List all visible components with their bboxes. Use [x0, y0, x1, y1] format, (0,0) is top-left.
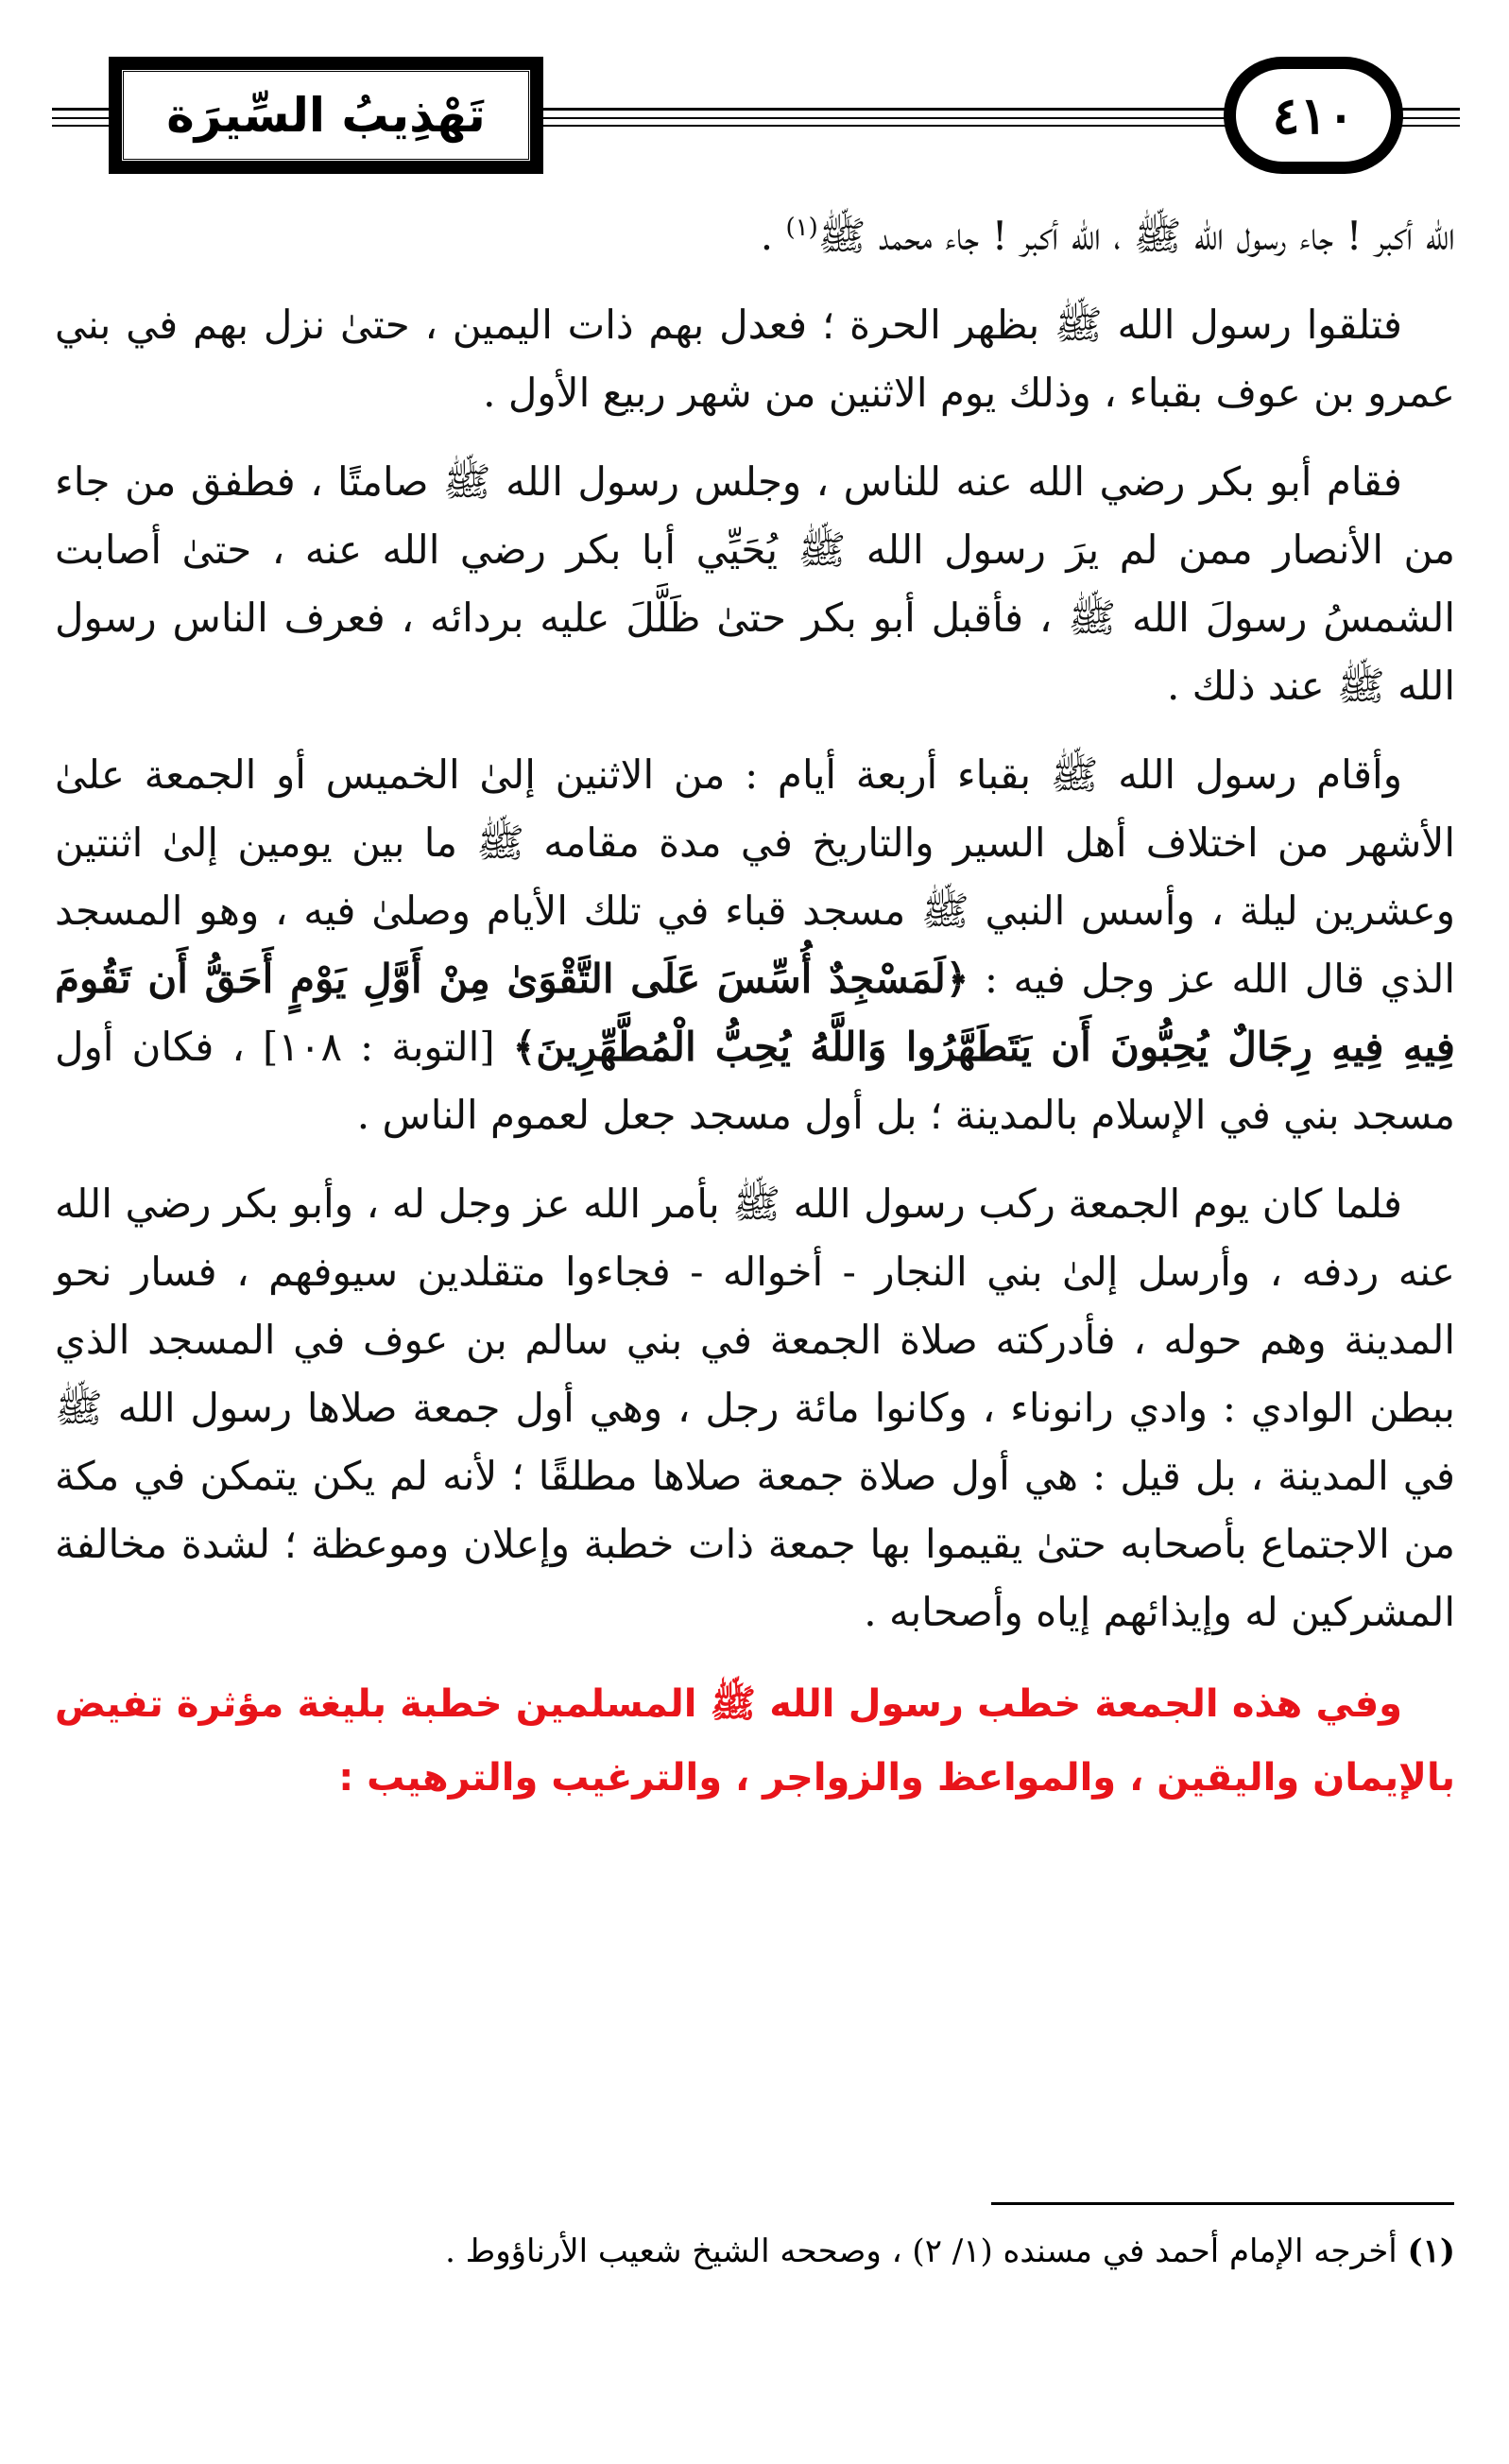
paragraph-text: الله أكبر ! جاء رسول الله ﷺ ، الله أكبر ! جاء محمد ﷺ [817, 213, 1455, 259]
page-header [52, 47, 1460, 189]
footnote-text: أخرجه الإمام أحمد في مسنده (١/ ٢) ، وصححه الشيخ شعيب الأرناؤوط . [445, 2232, 1408, 2270]
main-text [55, 194, 1455, 1835]
footnote [55, 2223, 1455, 2280]
book-title-cartouche [109, 57, 543, 174]
book-title: تَهْذِيبُ السِّيرَة [121, 69, 531, 162]
footnote-marker: (١) [1407, 2232, 1455, 2270]
quran-verse: ﴿لَمَسْجِدٌ أُسِّسَ عَلَى التَّقْوَىٰ مِنْ أَوَّلِ يَوْمٍ أَحَقُّ أَن تَقُومَ فِيهِ فِيهِ رِجَالٌ يُحِبُّونَ أَن يَتَطَهَّرُوا وَاللَّهُ يُحِبُّ الْمُطَّهِّرِينَ﴾ [55, 956, 1455, 1070]
paragraph-4 [55, 741, 1455, 1149]
paragraph-3: فقام أبو بكر رضي الله عنه للناس ، وجلس رسول الله ﷺ صامتًا ، فطفق من جاء من الأنصار ممن لم يرَ رسول الله ﷺ يُحَيِّي أبا بكر رضي الله عنه ، حتىٰ أصابت الشمسُ رسولَ الله ﷺ ، فأقبل أبو بكر حتىٰ ظَلَّلَ عليه بردائه ، فعرف الناس رسول الله ﷺ عند ذلك . [55, 458, 1455, 709]
page-number: ٤١٠ [1233, 66, 1394, 164]
paragraph-end: . [760, 213, 786, 259]
page-number-badge [1224, 57, 1403, 174]
paragraph-2: فتلقوا رسول الله ﷺ بظهر الحرة ؛ فعدل بهم ذات اليمين ، حتىٰ نزل بهم في بني عمرو بن عوف بقباء ، وذلك يوم الاثنين من شهر ربيع الأول . [55, 302, 1455, 416]
paragraph-5: فلما كان يوم الجمعة ركب رسول الله ﷺ بأمر الله عز وجل له ، وأبو بكر رضي الله عنه ردفه ، وأرسل إلىٰ بني النجار - أخواله - فجاءوا متقلدين سيوفهم ، فسار نحو المدينة وهم حوله ، فأدركته صلاة الجمعة في بني سالم بن عوف في المسجد الذي ببطن الوادي : وادي رانوناء ، وكانوا مائة رجل ، وهي أول جمعة صلاها رسول الله ﷺ في المدينة ، بل قيل : هي أول صلاة جمعة صلاها مطلقًا ؛ لأنه لم يكن يتمكن في مكة من الاجتماع بأصحابه حتىٰ يقيموا بها جمعة ذات خطبة وإعلان وموعظة ؛ لشدة مخالفة المشركين له وإيذائهم إياه وأصحابه . [55, 1180, 1455, 1635]
paragraph-text: وأقام رسول الله ﷺ بقباء أربعة أيام : من الاثنين إلىٰ الخميس أو الجمعة علىٰ الأشهر من اختلاف أهل السير والتاريخ في مدة مقامه ﷺ ما بين يومين إلىٰ اثنتين وعشرين ليلة ، وأسس النبي ﷺ مسجد قباء في تلك الأيام وصلىٰ فيه ، وهو المسجد الذي قال الله عز وجل فيه : [55, 751, 1455, 1002]
footnote-reference[interactable]: (١) [785, 214, 818, 242]
paragraph-text: [التوبة : ١٠٨] ، فكان أول مسجد بني في الإسلام بالمدينة ؛ بل أول مسجد جعل لعموم الناس . [55, 1024, 1455, 1138]
paragraph-1 [55, 194, 1455, 270]
highlighted-paragraph: وفي هذه الجمعة خطب رسول الله ﷺ المسلمين خطبة بليغة مؤثرة تفيض بالإيمان واليقين ، والمواعظ والزواجر ، والترغيب والترهيب : [55, 1682, 1455, 1800]
footnote-separator [991, 2202, 1454, 2205]
